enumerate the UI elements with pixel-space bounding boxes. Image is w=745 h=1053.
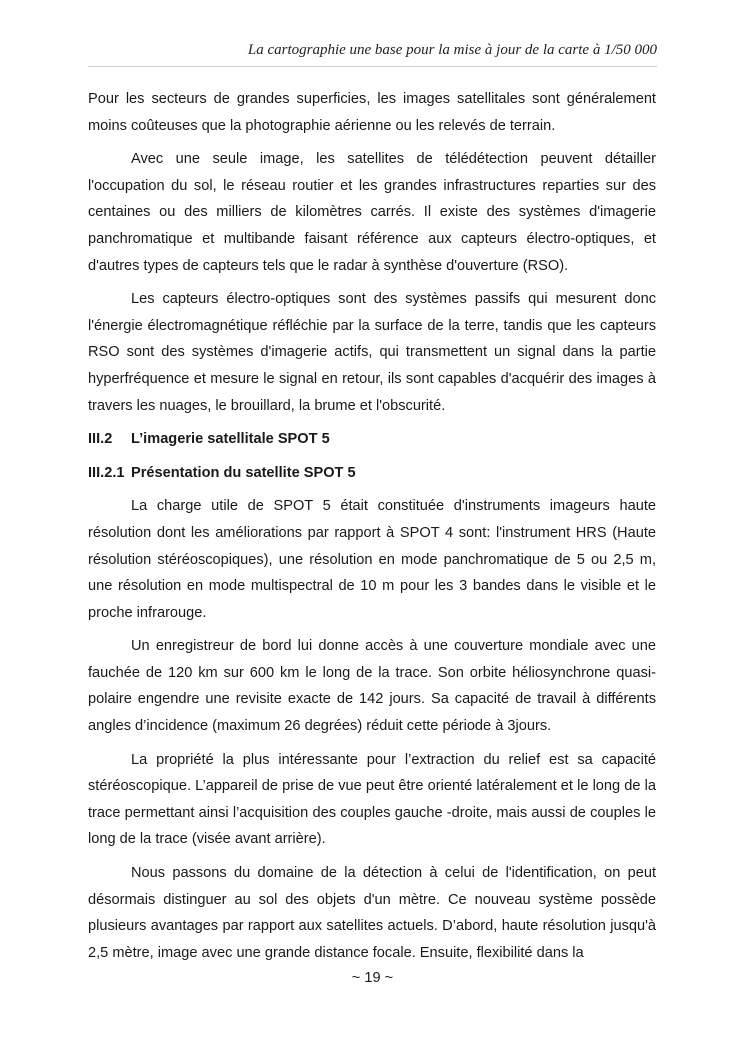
paragraph-4: La charge utile de SPOT 5 était constituée d'instruments imageurs haute résolution dont les améliorations par rapport à SPOT 4 sont: l'instrument HRS (Haute résolution stéréoscopiques), une résolution en mode panchromatique de 5 ou 2,5 m, une résolution en mode multispectral de 10 m pour les 3 bandes dans le visible et le proche infrarouge. [88,498,656,621]
running-header: La cartographie une base pour la mise à jour de la carte à 1/50 000 [247,42,657,58]
subsection-title: Présentation du satellite SPOT 5 [131,464,356,481]
subsection-number: III.2.1 [88,464,125,481]
paragraph-2: Avec une seule image, les satellites de télédétection peuvent détailler l'occupation du sol, le réseau routier et les grandes infrastructures reparties sur des centaines ou des milliers de kilomètres carrés. Il existe des systèmes d'imagerie panchromatique et multibande faisant référence aux capteurs électro-optiques, et d'autres types de capteurs tels que le radar à synthèse d'ouverture (RSO). [88,151,656,274]
paragraph-1: Pour les secteurs de grandes superficies, les images satellitales sont généralement moins coûteuses que la photographie aérienne ou les relevés de terrain. [88,91,656,134]
section-number: III.2 [88,431,113,448]
paragraph-5: Un enregistreur de bord lui donne accès à une couverture mondiale avec une fauchée de 120 km sur 600 km le long de la trace. Son orbite héliosynchrone quasi-polaire engendre une revisite exacte de 142 jours. Sa capacité de travail à différents angles d’incidence (maximum 26 degrées) réduit cette période à 3jours. [88,638,656,735]
paragraph-6: La propriété la plus intéressante pour l’extraction du relief est sa capacité stéréoscopique. L’appareil de prise de vue peut être orienté latéralement et le long de la trace permettant ainsi l’acquisition des couples gauche -droite, mais aussi de couples le long de la trace (visée avant arrière). [88,751,656,848]
paragraph-7: Nous passons du domaine de la détection à celui de l'identification, on peut désormais distinguer au sol des objets d'un mètre. Ce nouveau système possède plusieurs avantages par rapport aux satellites actuels. D’abord, haute résolution jusqu'à 2,5 mètre, image avec une grande distance focale. Ensuite, flexibilité dans la [88,865,656,961]
header-divider [88,66,657,67]
section-heading [88,426,656,453]
paragraph-3: Les capteurs électro-optiques sont des systèmes passifs qui mesurent donc l'énergie électromagnétique réfléchie par la surface de la terre, tandis que les capteurs RSO sont des systèmes d'imagerie actifs, qui transmettent un signal dans la partie hyperfréquence et mesure le signal en retour, ils sont capables d'acquérir des images à travers les nuages, le brouillard, la brume et l'obscurité. [88,291,656,414]
page-body [88,86,656,973]
subsection-heading [88,460,656,487]
section-title: L’imagerie satellitale SPOT 5 [131,431,330,448]
page-number: ~ 19 ~ [351,970,394,986]
